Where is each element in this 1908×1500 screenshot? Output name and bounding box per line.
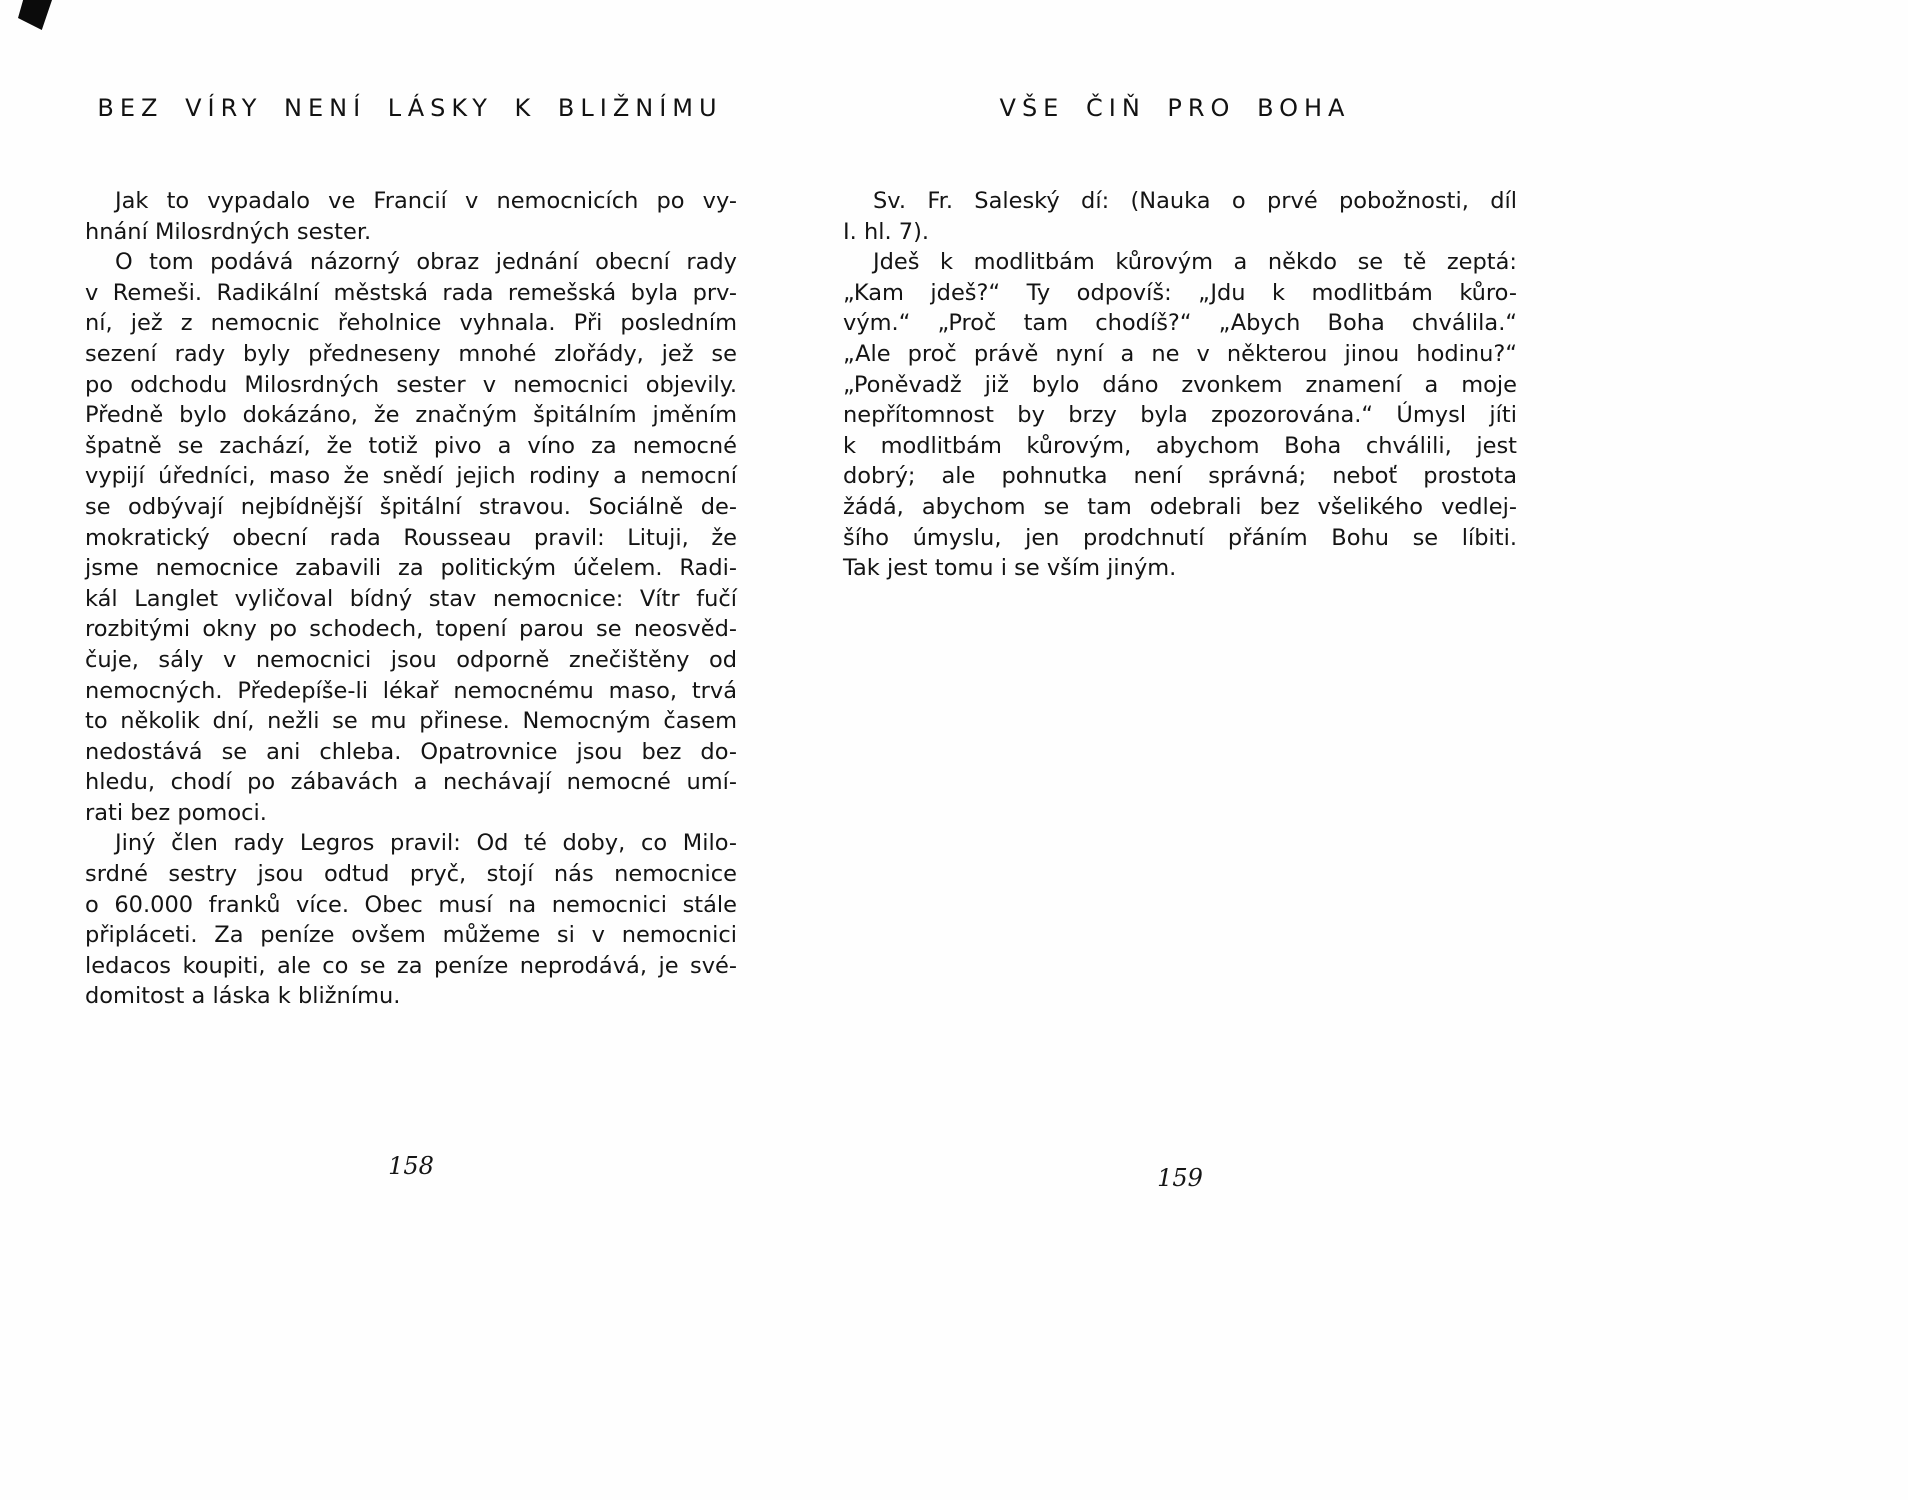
text-line: hnání Milosrdných sester. (85, 218, 372, 245)
right-page-number: 159 (1157, 1164, 1203, 1192)
text-line: špatně se zachází, že totiž pivo a víno za nemocné (85, 432, 737, 459)
text-line: vým.“ „Proč tam chodíš?“ „Abych Boha chválila.“ (843, 310, 1517, 337)
text-line: o 60.000 franků více. Obec musí na nemocnici stále (85, 891, 737, 918)
paragraph (85, 828, 737, 1012)
text-line: Předně bylo dokázáno, že značným špitálním jměním (85, 402, 737, 429)
paragraph (843, 247, 1517, 584)
text-line: Sv. Fr. Saleský dí: (Nauka o prvé pobožnosti, díl (873, 188, 1517, 214)
right-page-body-text (843, 186, 1517, 584)
paragraph (85, 247, 737, 828)
right-page-running-header: VŠE ČIŇ PRO BOHA (999, 94, 1351, 122)
text-line: dobrý; ale pohnutka není správná; neboť prostota (843, 463, 1517, 490)
paragraph (843, 186, 1517, 247)
text-line: se odbývají nejbídnější špitální stravou. Sociálně de- (85, 493, 737, 520)
text-line: nedostává se ani chleba. Opatrovnice jsou bez do- (85, 738, 737, 765)
text-line: to několik dní, nežli se mu přinese. Nemocným časem (85, 708, 737, 735)
text-line: O tom podává názorný obraz jednání obecní rady (115, 249, 737, 276)
text-line: Jak to vypadalo ve Francií v nemocnicích po vy- (115, 188, 737, 214)
text-line: žádá, abychom se tam odebrali bez všelikého vedlej- (843, 493, 1517, 520)
text-line: „Kam jdeš?“ Ty odpovíš: „Jdu k modlitbám kůro- (843, 279, 1517, 306)
text-line: „Ale proč právě nyní a ne v některou jinou hodinu?“ (843, 340, 1517, 367)
text-line: mokratický obecní rada Rousseau pravil: Lituji, že (85, 524, 737, 551)
text-line: ní, jež z nemocnic řeholnice vyhnala. Při posledním (85, 310, 737, 337)
text-line: „Poněvadž již bylo dáno zvonkem znamení a moje (843, 371, 1517, 398)
text-line: šího úmyslu, jen prodchnutí přáním Bohu se líbiti. (843, 524, 1517, 551)
left-page-number: 158 (388, 1152, 434, 1180)
text-line: sezení rady byly předneseny mnohé zlořády, jež se (85, 340, 737, 367)
text-line: čuje, sály v nemocnici jsou odporně znečištěny od (85, 646, 737, 673)
text-line: po odchodu Milosrdných sester v nemocnici objevily. (85, 371, 737, 398)
text-line: rozbitými okny po schodech, topení parou se neosvěd- (85, 616, 737, 643)
text-line: k modlitbám kůrovým, abychom Boha chválili, jest (843, 432, 1517, 459)
paragraph (85, 186, 737, 247)
text-line: nepřítomnost by brzy byla zpozorována.“ Úmysl jíti (843, 402, 1517, 429)
left-page-body-text (85, 186, 737, 1012)
text-line: Jiný člen rady Legros pravil: Od té doby, co Milo- (115, 830, 737, 857)
text-line: ledacos koupiti, ale co se za peníze neprodává, je své- (85, 952, 737, 979)
text-line: srdné sestry jsou odtud pryč, stojí nás nemocnice (85, 861, 737, 888)
text-line: hledu, chodí po zábavách a nechávají nemocné umí- (85, 769, 737, 796)
text-line: I. hl. 7). (843, 218, 930, 245)
text-line: nemocných. Předepíše-li lékař nemocnému maso, trvá (85, 677, 737, 704)
text-line: Tak jest tomu i se vším jiným. (843, 555, 1177, 582)
scan-artifact-mark (18, 0, 52, 30)
text-line: Jdeš k modlitbám kůrovým a někdo se tě zeptá: (873, 249, 1517, 276)
text-line: vypijí úředníci, maso že snědí jejich rodiny a nemocní (85, 463, 737, 490)
text-line: připláceti. Za peníze ovšem můžeme si v nemocnici (85, 922, 737, 949)
text-line: kál Langlet vyličoval bídný stav nemocnice: Vítr fučí (85, 585, 737, 612)
text-line: domitost a láska k bližnímu. (85, 983, 401, 1010)
left-page-running-header: BEZ VÍRY NENÍ LÁSKY K BLIŽNÍMU (97, 94, 723, 122)
text-line: jsme nemocnice zabavili za politickým účelem. Radi- (85, 555, 737, 582)
text-line: rati bez pomoci. (85, 799, 267, 826)
text-line: v Remeši. Radikální městská rada remešská byla prv- (85, 279, 737, 306)
